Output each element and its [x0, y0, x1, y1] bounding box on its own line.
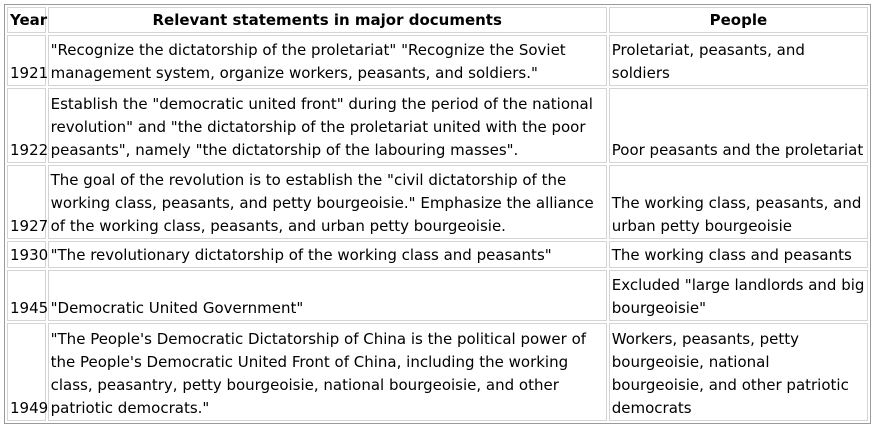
table-row: [7, 88, 868, 162]
table-row: [7, 241, 868, 268]
statement-cell: "The People's Democratic Dictatorship of China is the political power of the People's Democratic United Front of China, including the working class, peasantry, petty bourgeoisie, national bourgeoisie, and other patriotic democrats.": [48, 323, 607, 421]
people-cell: Workers, peasants, petty bourgeoisie, national bourgeoisie, and other patriotic democrats: [609, 323, 868, 421]
people-cell: The working class, peasants, and urban petty bourgeoisie: [609, 165, 868, 239]
statement-cell: "Recognize the dictatorship of the proletariat" "Recognize the Soviet management system, organize workers, peasants, and soldiers.": [48, 35, 607, 86]
year-cell: 1921: [7, 35, 46, 86]
documents-table: [4, 4, 871, 424]
people-cell: The working class and peasants: [609, 241, 868, 268]
statement-cell: Establish the "democratic united front" during the period of the national revolution" and "the dictatorship of the proletariat united with the poor peasants", namely "the dictatorship of the labouring masses".: [48, 88, 607, 162]
statement-cell: The goal of the revolution is to establish the "civil dictatorship of the working class, peasants, and petty bourgeoisie." Emphasize the alliance of the working class, peasants, and urban petty bourgeoisie.: [48, 165, 607, 239]
year-cell: 1922: [7, 88, 46, 162]
table-row: [7, 323, 868, 421]
header-year: Year: [7, 7, 46, 33]
people-cell: Excluded "large landlords and big bourgeoisie": [609, 270, 868, 321]
people-cell: Poor peasants and the proletariat: [609, 88, 868, 162]
header-row: [7, 7, 868, 33]
document-table-wrapper: [4, 4, 871, 424]
year-cell: 1945: [7, 270, 46, 321]
table-row: [7, 165, 868, 239]
header-statements: Relevant statements in major documents: [48, 7, 607, 33]
year-cell: 1949: [7, 323, 46, 421]
year-cell: 1927: [7, 165, 46, 239]
year-cell: 1930: [7, 241, 46, 268]
table-row: [7, 270, 868, 321]
table-body: [7, 35, 868, 421]
table-row: [7, 35, 868, 86]
header-people: People: [609, 7, 868, 33]
table-header: [7, 7, 868, 33]
people-cell: Proletariat, peasants, and soldiers: [609, 35, 868, 86]
statement-cell: "Democratic United Government": [48, 270, 607, 321]
statement-cell: "The revolutionary dictatorship of the working class and peasants": [48, 241, 607, 268]
